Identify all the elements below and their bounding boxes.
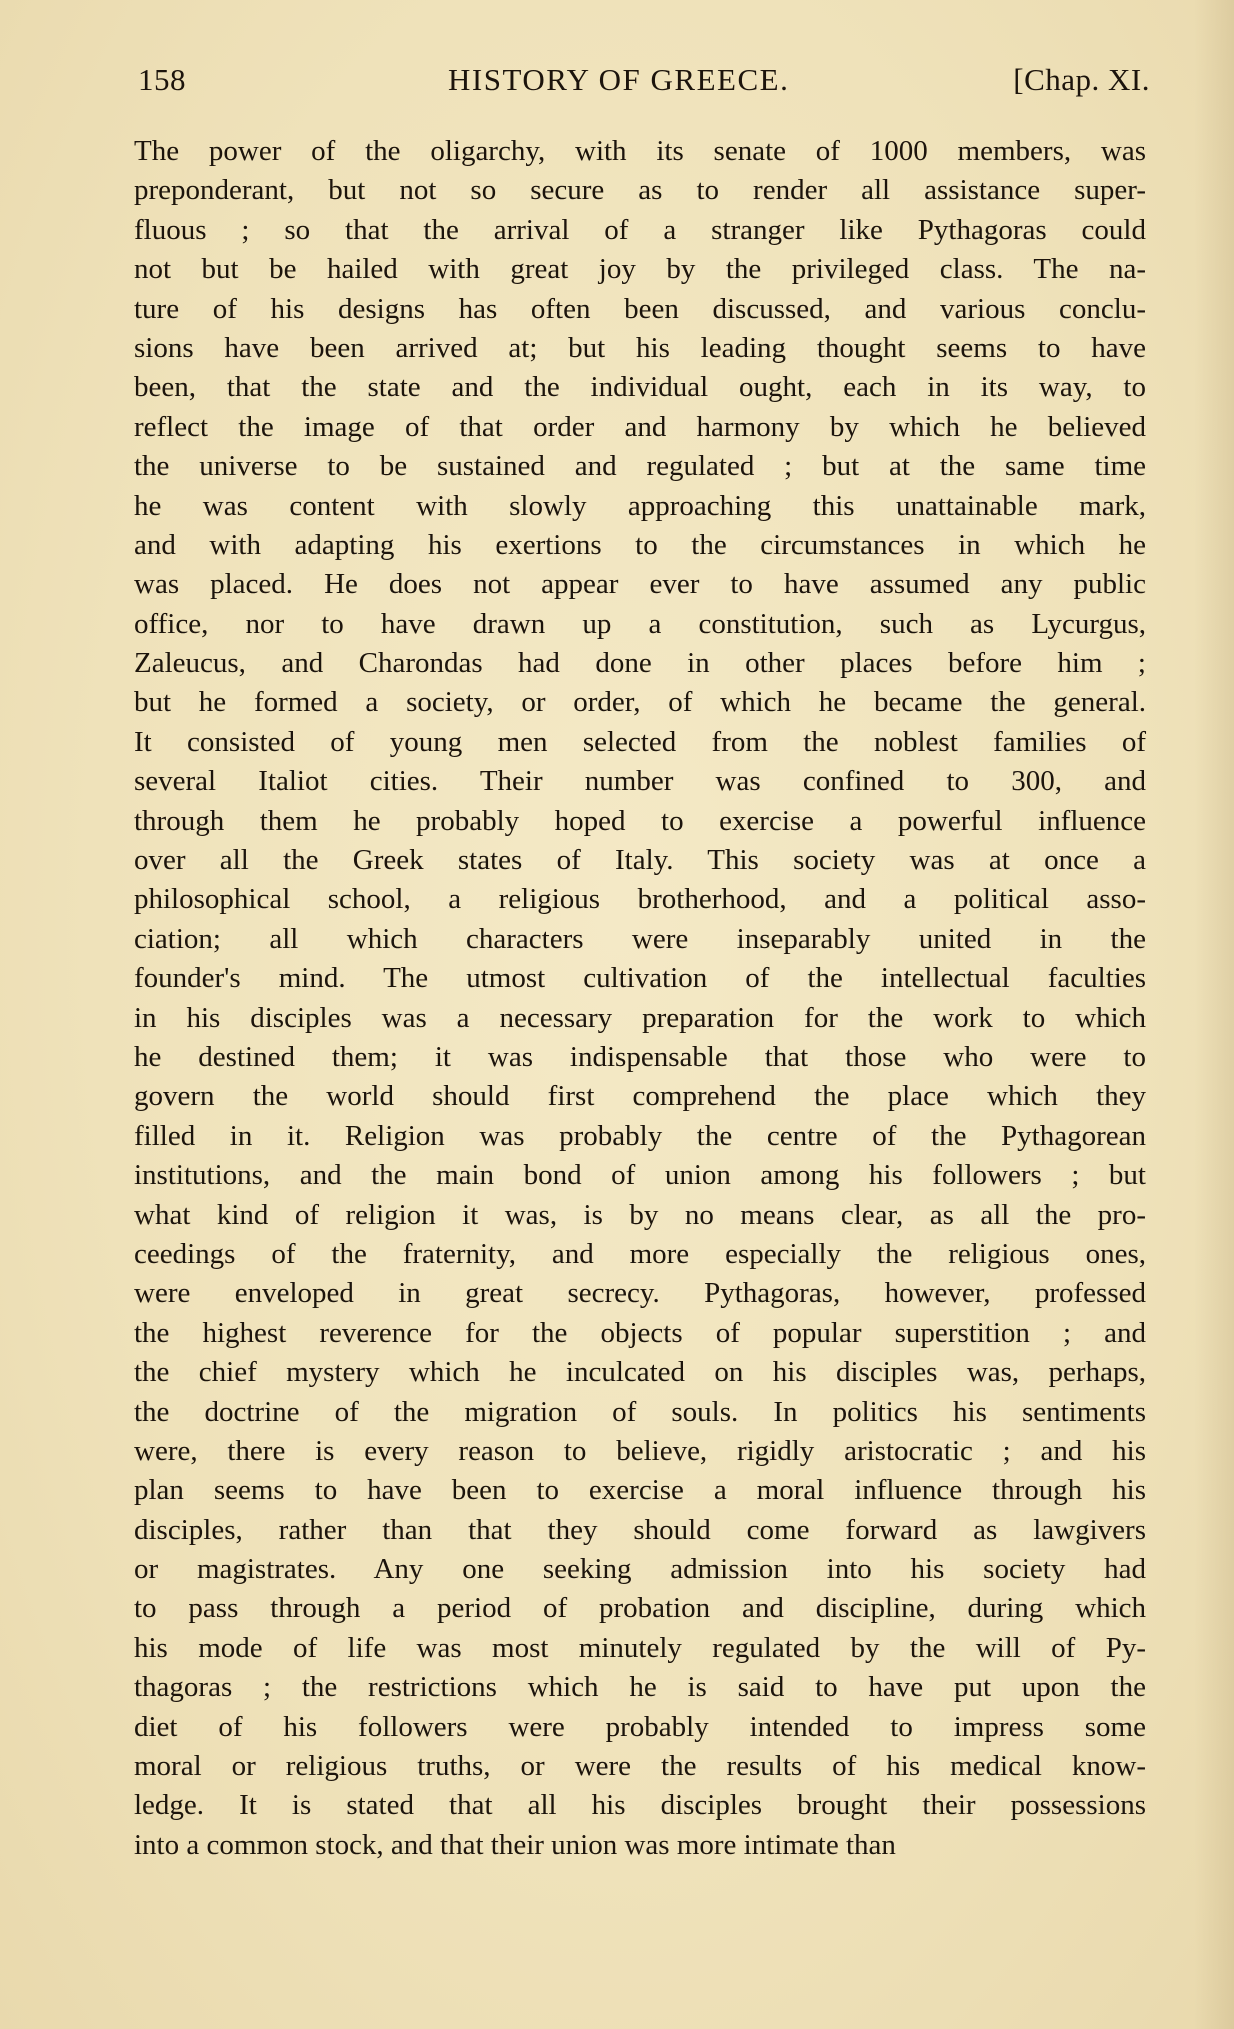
text-line: The power of the oligarchy, with its senate of 1000 members, was bbox=[134, 135, 1146, 167]
text-line: preponderant, but not so secure as to render all assistance super- bbox=[134, 174, 1146, 207]
text-line: in his disciples was a necessary preparation for the work to which bbox=[134, 1001, 1146, 1034]
text-line: what kind of religion it was, is by no means clear, as all the pro- bbox=[134, 1198, 1146, 1231]
text-line: founder's mind. The utmost cultivation of the intellectual faculties bbox=[134, 962, 1146, 995]
text-line: philosophical school, a religious brotherhood, and a political asso- bbox=[134, 883, 1146, 916]
text-line: thagoras ; the restrictions which he is said to have put upon the bbox=[134, 1671, 1146, 1704]
text-line: reflect the image of that order and harmony by which he believed bbox=[134, 410, 1146, 443]
text-line: ledge. It is stated that all his disciples brought their possessions bbox=[134, 1789, 1146, 1822]
text-line: or magistrates. Any one seeking admission into his society had bbox=[134, 1553, 1146, 1586]
text-line: filled in it. Religion was probably the centre of the Pythagorean bbox=[134, 1119, 1146, 1152]
chapter-label: [Chap. XI. bbox=[1013, 62, 1150, 97]
text-line: the doctrine of the migration of souls. In politics his sentiments bbox=[134, 1395, 1146, 1428]
text-line: he was content with slowly approaching this unattainable mark, bbox=[134, 489, 1146, 522]
text-line: over all the Greek states of Italy. This society was at once a bbox=[134, 844, 1146, 877]
text-line: not but be hailed with great joy by the privileged class. The na- bbox=[134, 253, 1146, 286]
text-line: It consisted of young men selected from the noblest families of bbox=[134, 725, 1146, 758]
text-line: to pass through a period of probation and discipline, during which bbox=[134, 1592, 1146, 1625]
text-line: and with adapting his exertions to the circumstances in which he bbox=[134, 528, 1146, 561]
text-line: ture of his designs has often been discussed, and various conclu- bbox=[134, 292, 1146, 325]
text-line: were enveloped in great secrecy. Pythagoras, however, professed bbox=[134, 1277, 1146, 1310]
text-line: his mode of life was most minutely regulated by the will of Py- bbox=[134, 1631, 1146, 1664]
text-line: sions have been arrived at; but his leading thought seems to have bbox=[134, 331, 1146, 364]
text-line: the universe to be sustained and regulated ; but at the same time bbox=[134, 450, 1146, 483]
running-head bbox=[138, 62, 1150, 112]
text-line: plan seems to have been to exercise a moral influence through his bbox=[134, 1474, 1146, 1507]
text-line: he destined them; it was indispensable that those who were to bbox=[134, 1040, 1146, 1073]
text-line: ciation; all which characters were inseparably united in the bbox=[134, 922, 1146, 955]
text-line: diet of his followers were probably intended to impress some bbox=[134, 1710, 1146, 1743]
text-line: the chief mystery which he inculcated on his disciples was, perhaps, bbox=[134, 1356, 1146, 1389]
text-line: been, that the state and the individual ought, each in its way, to bbox=[134, 371, 1146, 404]
text-line: were, there is every reason to believe, rigidly aristocratic ; and his bbox=[134, 1434, 1146, 1467]
text-line: moral or religious truths, or were the results of his medical know- bbox=[134, 1750, 1146, 1783]
body-text bbox=[134, 132, 1146, 1865]
page-number: 158 bbox=[138, 62, 186, 97]
text-line: into a common stock, and that their union was more intimate than bbox=[134, 1828, 896, 1861]
text-line: institutions, and the main bond of union among his followers ; but bbox=[134, 1159, 1146, 1192]
text-line: through them he probably hoped to exercise a powerful influence bbox=[134, 804, 1146, 837]
text-line: ceedings of the fraternity, and more especially the religious ones, bbox=[134, 1237, 1146, 1270]
text-line: several Italiot cities. Their number was confined to 300, and bbox=[134, 765, 1146, 798]
text-line: Zaleucus, and Charondas had done in other places before him ; bbox=[134, 647, 1146, 680]
text-line: the highest reverence for the objects of popular superstition ; and bbox=[134, 1316, 1146, 1349]
text-line: was placed. He does not appear ever to have assumed any public bbox=[134, 568, 1146, 601]
book-title: HISTORY OF GREECE. bbox=[448, 62, 790, 97]
text-line: disciples, rather than that they should come forward as lawgivers bbox=[134, 1513, 1146, 1546]
page-edge-shadow bbox=[1194, 0, 1234, 2029]
text-line: fluous ; so that the arrival of a stranger like Pythagoras could bbox=[134, 213, 1146, 246]
text-line: office, nor to have drawn up a constitution, such as Lycurgus, bbox=[134, 607, 1146, 640]
text-line: but he formed a society, or order, of which he became the general. bbox=[134, 686, 1146, 719]
text-line: govern the world should first comprehend the place which they bbox=[134, 1080, 1146, 1113]
